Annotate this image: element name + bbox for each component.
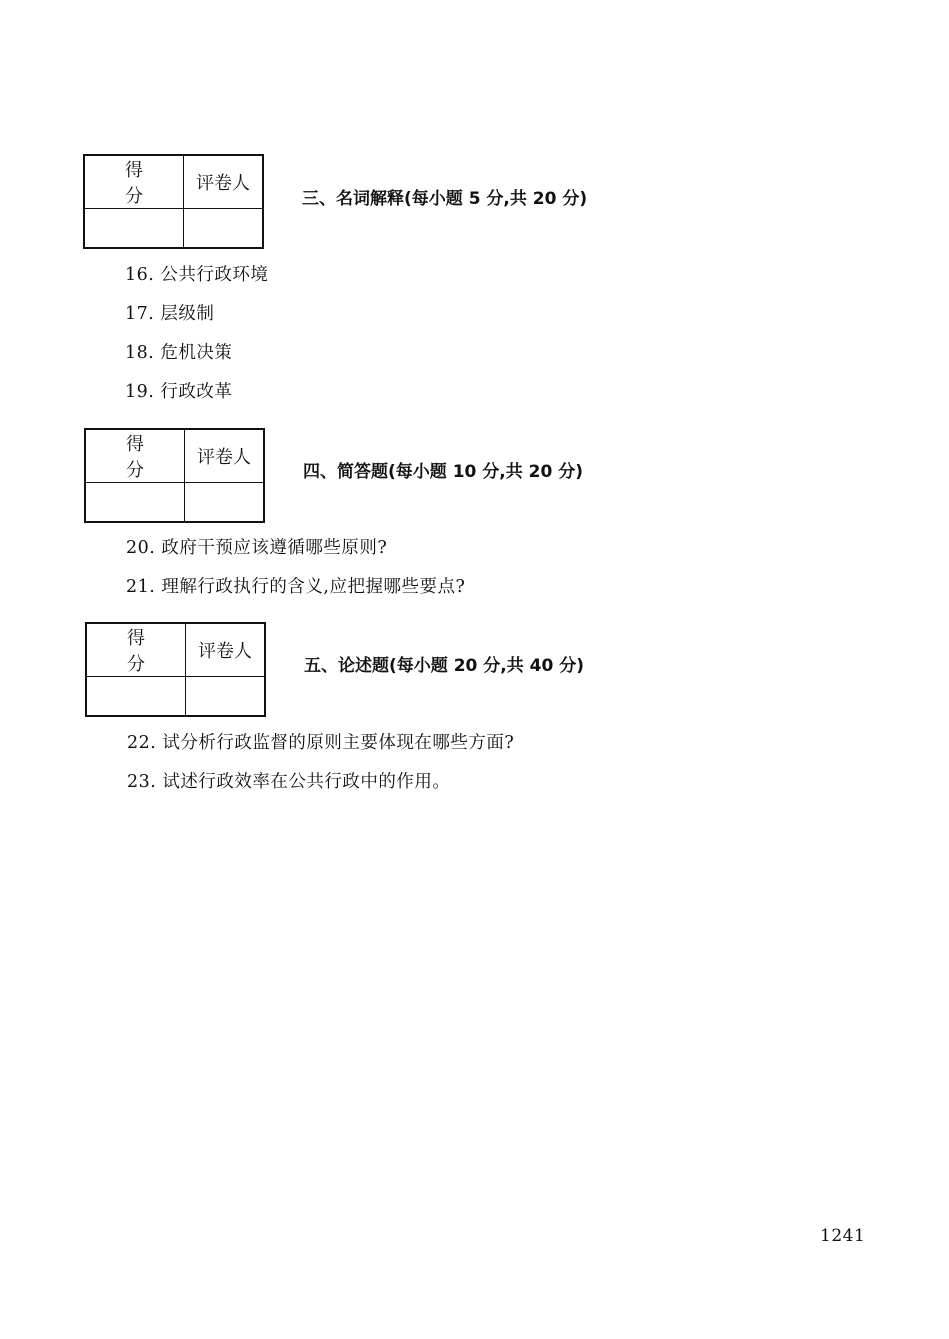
grader-label: 评卷人: [184, 155, 264, 209]
question-19: 19. 行政改革: [125, 382, 233, 402]
question-20: 20. 政府干预应该遵循哪些原则?: [126, 538, 388, 558]
question-21: 21. 理解行政执行的含义,应把握哪些要点?: [126, 577, 466, 597]
score-cell: [86, 677, 186, 717]
question-23: 23. 试述行政效率在公共行政中的作用。: [127, 772, 451, 792]
question-22: 22. 试分析行政监督的原则主要体现在哪些方面?: [127, 733, 515, 753]
question-16: 16. 公共行政环境: [125, 265, 269, 285]
question-18: 18. 危机决策: [125, 343, 233, 363]
section-heading-5: 五、论述题(每小题 20 分,共 40 分): [304, 656, 584, 676]
score-label: 得 分: [86, 623, 186, 677]
score-label: 得 分: [84, 155, 184, 209]
grader-cell: [185, 483, 265, 523]
score-cell: [84, 209, 184, 249]
section-heading-4: 四、简答题(每小题 10 分,共 20 分): [303, 462, 583, 482]
grader-cell: [184, 209, 264, 249]
page-number: 1241: [820, 1226, 866, 1246]
grader-label: 评卷人: [185, 429, 265, 483]
score-label: 得 分: [85, 429, 185, 483]
score-table-section-3: [83, 154, 264, 249]
score-table-section-4: [84, 428, 265, 523]
score-cell: [85, 483, 185, 523]
question-17: 17. 层级制: [125, 304, 215, 324]
section-heading-3: 三、名词解释(每小题 5 分,共 20 分): [302, 189, 588, 209]
score-table-section-5: [85, 622, 266, 717]
grader-label: 评卷人: [186, 623, 266, 677]
grader-cell: [186, 677, 266, 717]
